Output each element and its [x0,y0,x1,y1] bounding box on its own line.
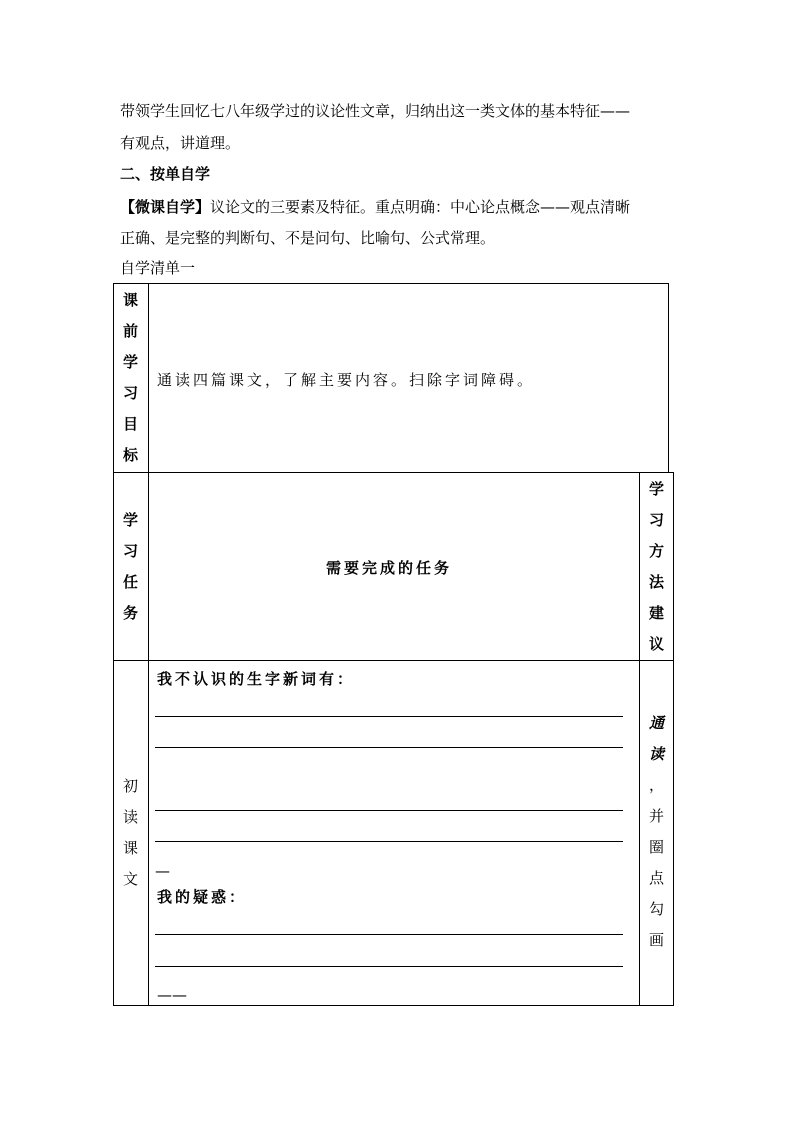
task-label-char: 务 [122,603,138,622]
answer-line [155,716,623,717]
method-suggestion [639,708,674,956]
method-italic-char: 通 [648,714,664,732]
task-label-char: 学 [122,510,138,529]
method-char: ， [648,776,664,794]
goal-label-char: 学 [122,353,138,371]
goal-label-char: 目 [122,415,138,433]
intro-line-1: 带领学生回忆七八年级学过的议论性文章，归纳出这一类文体的基本特征—— [120,102,631,120]
method-italic-char: 读 [648,745,664,763]
method-label-char: 学 [648,479,664,498]
method-label [639,473,674,660]
method-label-char: 法 [648,572,664,591]
goal-label-char: 习 [122,384,138,402]
micro-label: 【微课自学】 [120,198,211,216]
micro-text: 议论文的三要素及特征。重点明确：中心论点概念——观点清晰 [210,198,631,216]
section-heading: 二、按单自学 [120,165,211,183]
method-label-char: 习 [648,510,664,529]
micro-line-2: 正确、是完整的判断句、不是问句、比喻句、公式常理。 [120,229,496,247]
row-label-char: 课 [122,839,138,857]
task-label-char: 习 [122,541,138,560]
method-label-char: 建 [648,603,664,622]
goal-text: 通读四篇课文，了解主要内容。扫除字词障碍。 [157,371,536,389]
answer-line [155,747,623,748]
answer-line [155,841,623,842]
method-char: 圈 [648,838,664,856]
row-label [113,661,148,1005]
doubts-prompt: 我的疑惑： [157,888,248,906]
task-label-char: 任 [122,572,138,591]
intro-line-2: 有观点，讲道理。 [120,134,241,152]
goal-label-char: 课 [122,291,138,309]
task-area [113,472,674,1006]
new-words-prompt: 我不认识的生字新词有： [157,670,356,688]
row-label-char: 文 [122,870,138,888]
goal-label-char: 前 [122,322,138,340]
goal-label-char: 标 [122,446,138,464]
task-header: 需要完成的任务 [326,559,453,577]
method-char: 画 [648,931,664,949]
list-title: 自学清单一 [120,259,196,277]
task-label [113,473,148,660]
answer-line [155,810,623,811]
method-label-char: 议 [648,634,664,653]
row-label-char: 读 [122,808,138,826]
goal-label [113,285,148,471]
method-char: 勾 [648,900,664,918]
answer-line [155,966,623,967]
method-char: 并 [648,807,664,825]
row-label-char: 初 [122,777,138,795]
short-dash: — [155,862,170,880]
answer-line [155,934,623,935]
micro-line-1 [120,197,630,217]
method-label-char: 方 [648,541,664,560]
end-dash: —— [157,986,187,1004]
method-char: 点 [648,869,664,887]
